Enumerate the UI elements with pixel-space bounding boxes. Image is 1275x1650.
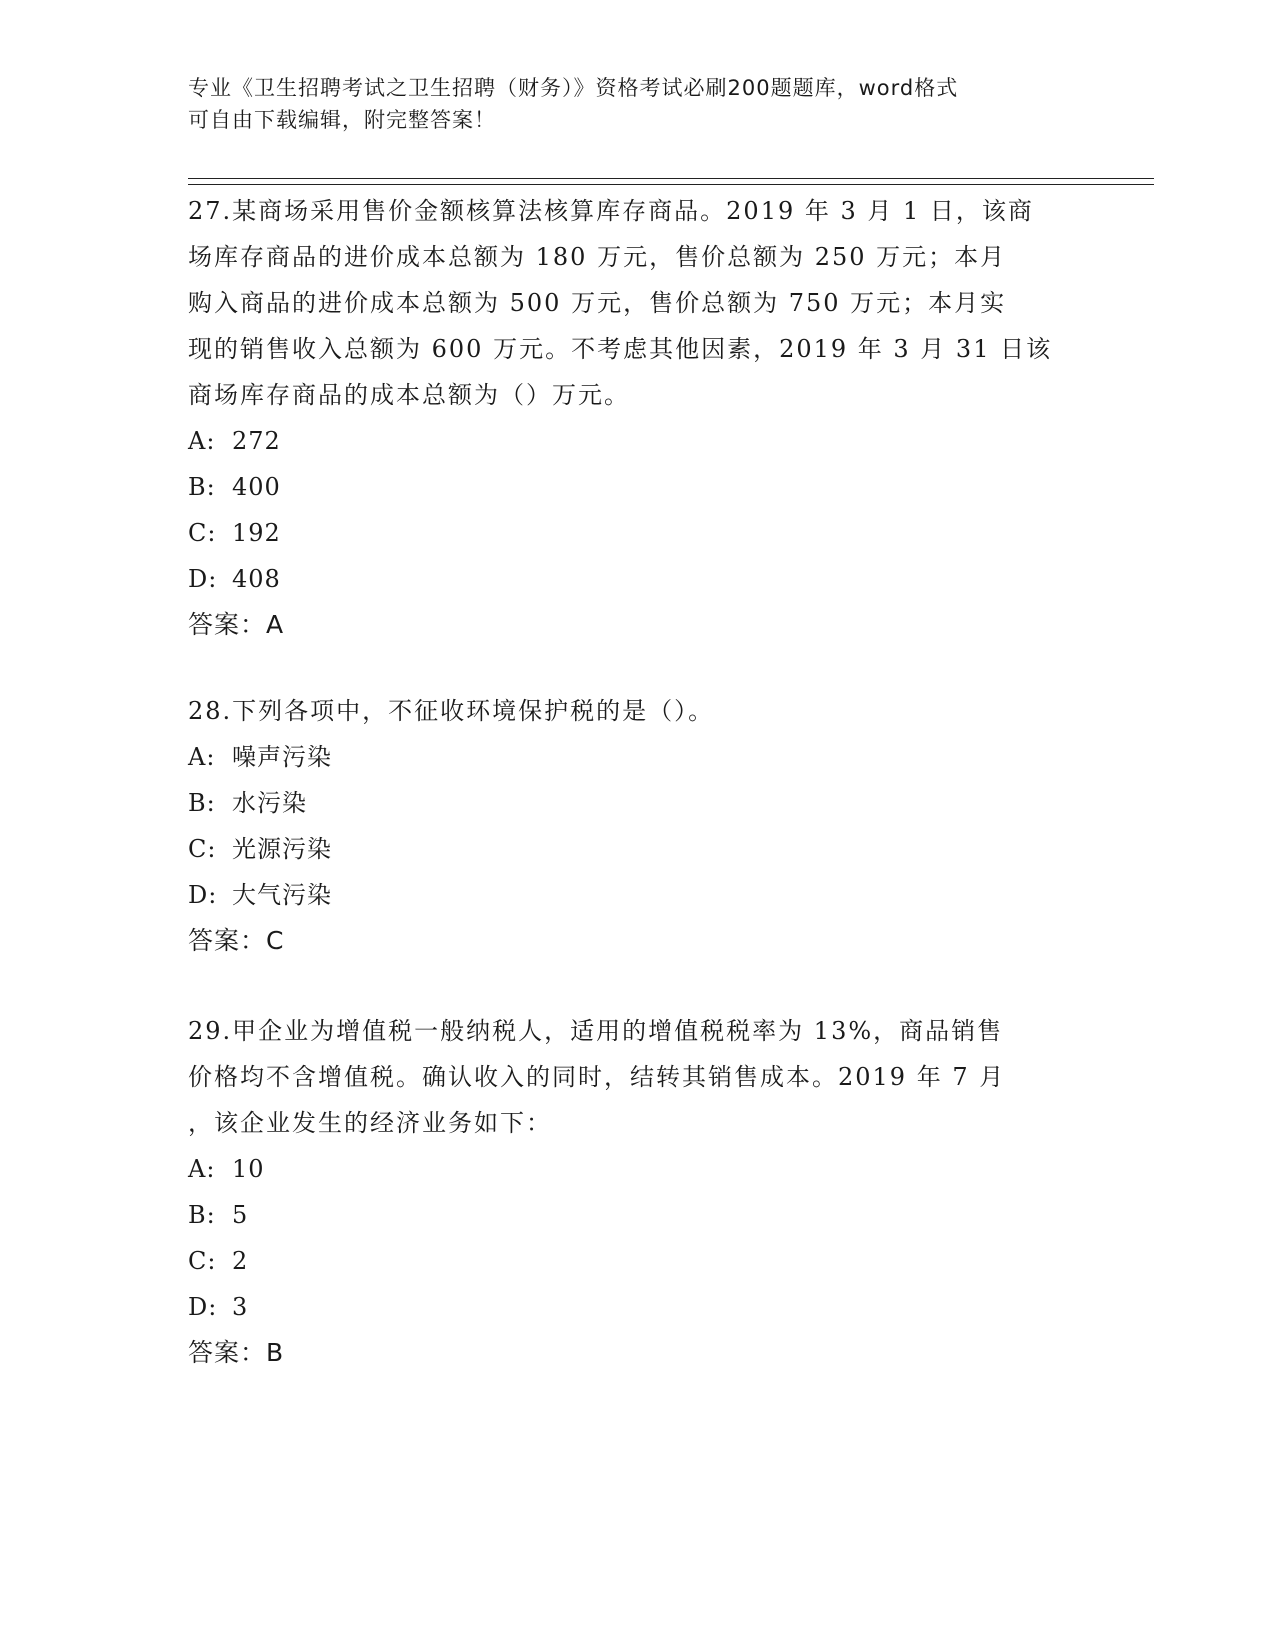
question-line: 28.下列各项中，不征收环境保护税的是（）。 [188,697,715,725]
option-letter: D: [188,881,218,909]
header-divider-bottom [188,184,1154,185]
option-d [188,556,1088,602]
option-letter: A: [188,427,216,455]
option-b [188,1192,1088,1238]
option-text: 3 [232,1293,249,1321]
option-text: 408 [232,565,281,593]
option-b [188,780,1088,826]
option-c [188,1238,1088,1284]
option-letter: A: [188,1155,216,1183]
document-header [188,72,1088,136]
option-text: 光源污染 [232,835,332,863]
question-line: 价格均不含增值税。确认收入的同时，结转其销售成本。2019 年 7 月 [188,1063,1006,1091]
option-letter: D: [188,565,218,593]
option-b [188,464,1088,510]
option-text: 大气污染 [232,881,332,909]
option-a [188,1146,1088,1192]
option-c [188,826,1088,872]
question-29 [188,1008,1088,1376]
question-27 [188,188,1088,648]
option-letter: C: [188,835,217,863]
option-letter: B: [188,473,216,501]
question-line: 商场库存商品的成本总额为（）万元。 [188,381,630,409]
option-text: 2 [232,1247,249,1275]
header-line-1: 专业《卫生招聘考试之卫生招聘（财务）》资格考试必刷200题题库，word格式 [188,76,959,100]
option-letter: B: [188,1201,216,1229]
option-text: 噪声污染 [232,743,332,771]
option-text: 水污染 [232,789,307,817]
option-text: 272 [232,427,281,455]
option-letter: D: [188,1293,218,1321]
question-line: 场库存商品的进价成本总额为 180 万元，售价总额为 250 万元；本月 [188,243,1007,271]
header-divider-top [188,178,1154,179]
question-line: 现的销售收入总额为 600 万元。不考虑其他因素，2019 年 3 月 31 日该 [188,335,1053,363]
question-line: 29.甲企业为增值税一般纳税人，适用的增值税税率为 13%，商品销售 [188,1017,1004,1045]
option-letter: A: [188,743,216,771]
option-c [188,510,1088,556]
option-text: 5 [232,1201,249,1229]
answer-label: 答案：A [188,610,285,639]
option-text: 10 [232,1155,265,1183]
option-letter: C: [188,1247,217,1275]
option-letter: C: [188,519,217,547]
question-line: ，该企业发生的经济业务如下： [188,1109,552,1137]
option-text: 400 [232,473,281,501]
option-text: 192 [232,519,281,547]
question-line: 购入商品的进价成本总额为 500 万元，售价总额为 750 万元；本月实 [188,289,1007,317]
option-d [188,1284,1088,1330]
option-a [188,418,1088,464]
answer-label: 答案：B [188,1338,285,1367]
option-d [188,872,1088,918]
option-a [188,734,1088,780]
option-letter: B: [188,789,216,817]
question-line: 27.某商场采用售价金额核算法核算库存商品。2019 年 3 月 1 日，该商 [188,197,1034,225]
header-line-2: 可自由下载编辑，附完整答案！ [188,108,496,132]
question-28 [188,688,1088,964]
answer-label: 答案：C [188,926,285,955]
